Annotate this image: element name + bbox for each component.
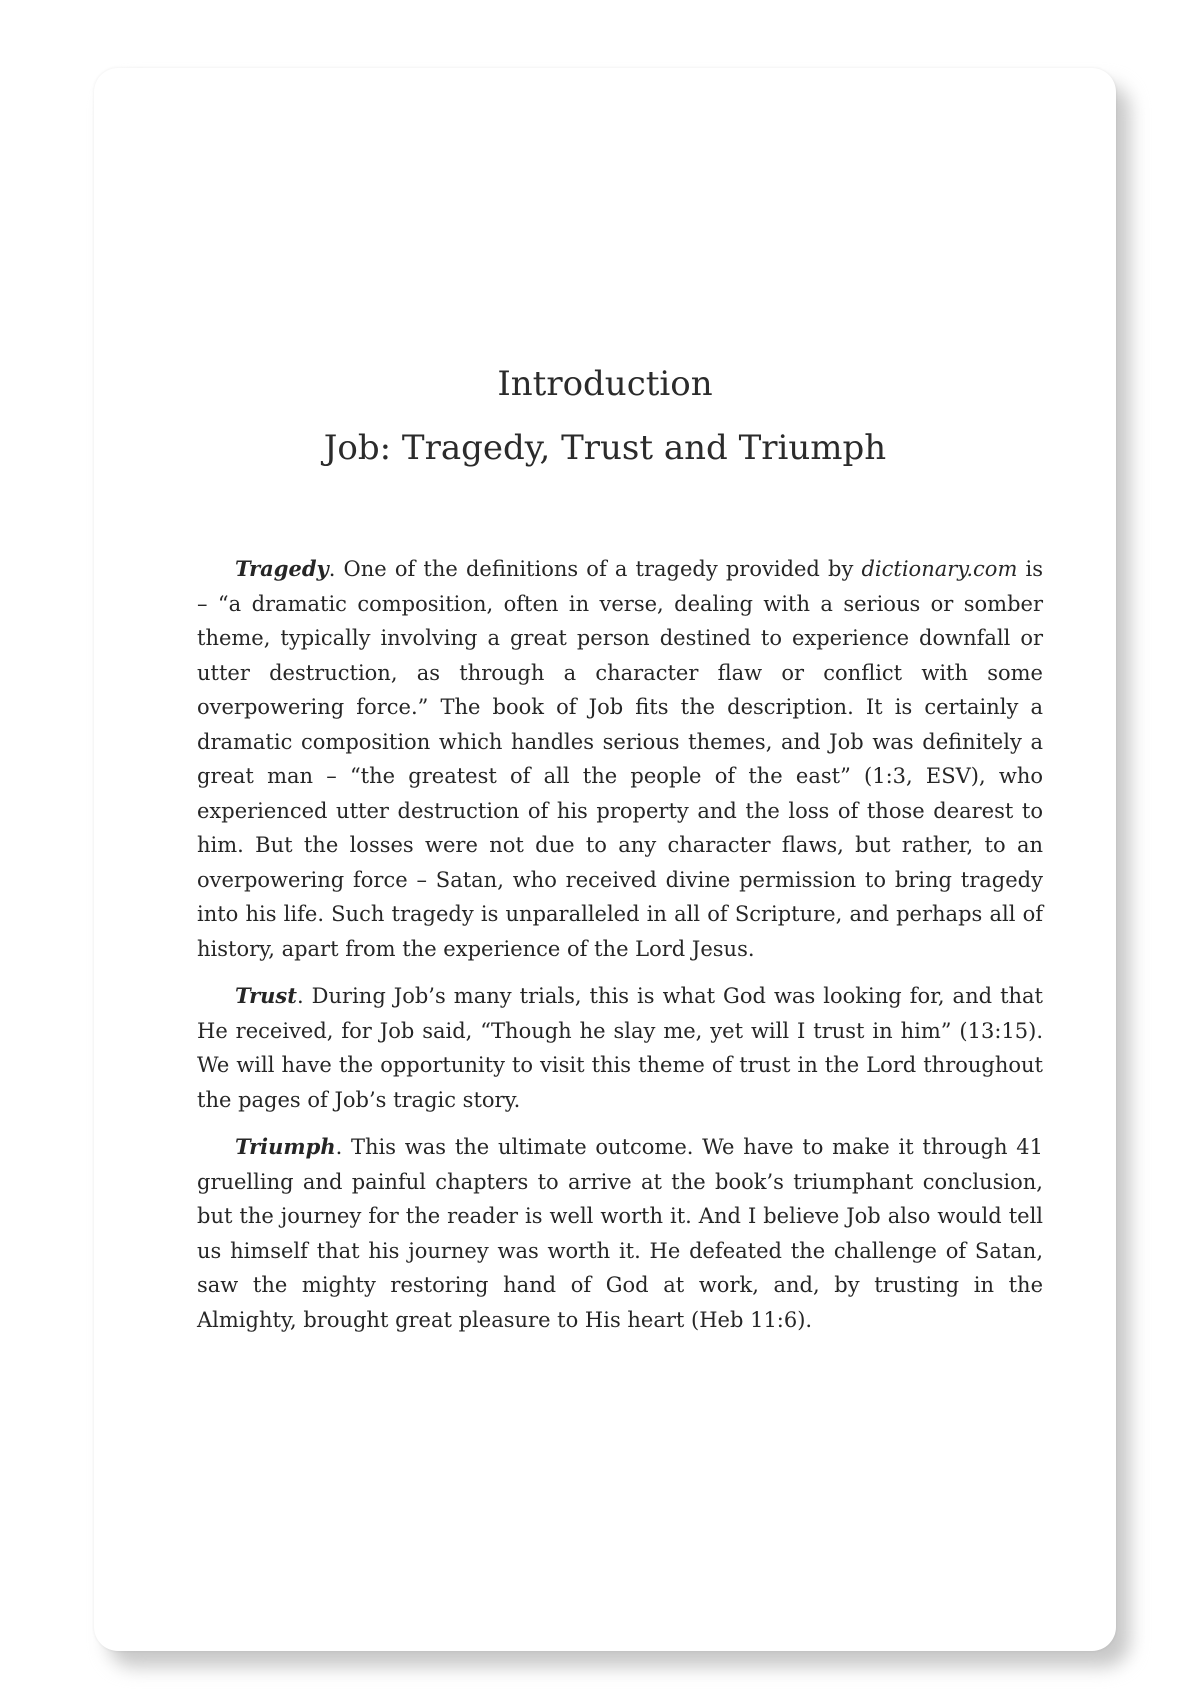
paragraph-trust [197,979,1043,1117]
italic-reference: dictionary.com [861,557,1018,581]
paragraph-lead: Trust [235,983,297,1008]
paragraph-text: . During Job’s many trials, this is what God was looking for, and that He received, for Job said, “Though he slay me, yet will I trust in him” (13:15). We will have the opportunity to visit this theme of trust in the Lord throughout the pages of Job’s tragic story. [197,984,1043,1112]
document-page [94,68,1116,1651]
chapter-title: Introduction [497,364,713,404]
chapter-subtitle: Job: Tragedy, Trust and Triumph [323,428,887,468]
paragraph-tragedy [197,552,1043,966]
paragraph-lead: Tragedy [235,556,329,581]
paragraph-text: is – “a dramatic composition, often in verse, dealing with a serious or somber theme, typically involving a great person destined to experience downfall or utter destruction, as through a character flaw or conflict with some overpowering force.” The book of Job fits the description. It is certainly a dramatic composition which handles serious themes, and Job was definitely a great man – “the greatest of all the people of the east” (1:3, ESV), who experienced utter destruction of his property and the loss of those dearest to him. But the losses were not due to any character flaws, but rather, to an overpowering force – Satan, who received divine permission to bring tragedy into his life. Such tragedy is unparalleled in all of Scripture, and perhaps all of history, apart from the experience of the Lord Jesus. [197,557,1043,961]
body-text [197,552,1043,1350]
paragraph-triumph [197,1130,1043,1337]
paragraph-text: . This was the ultimate outcome. We have to make it through 41 gruelling and painful chapters to arrive at the book’s triumphant conclusion, but the journey for the reader is well worth it. And I believe Job also would tell us himself that his journey was worth it. He defeated the challenge of Satan, saw the mighty restoring hand of God at work, and, by trusting in the Almighty, brought great pleasure to His heart (Heb 11:6). [197,1135,1043,1332]
paragraph-lead: Triumph [235,1134,336,1159]
chapter-heading [94,364,1116,468]
paragraph-text: . One of the definitions of a tragedy provided by [328,557,862,581]
